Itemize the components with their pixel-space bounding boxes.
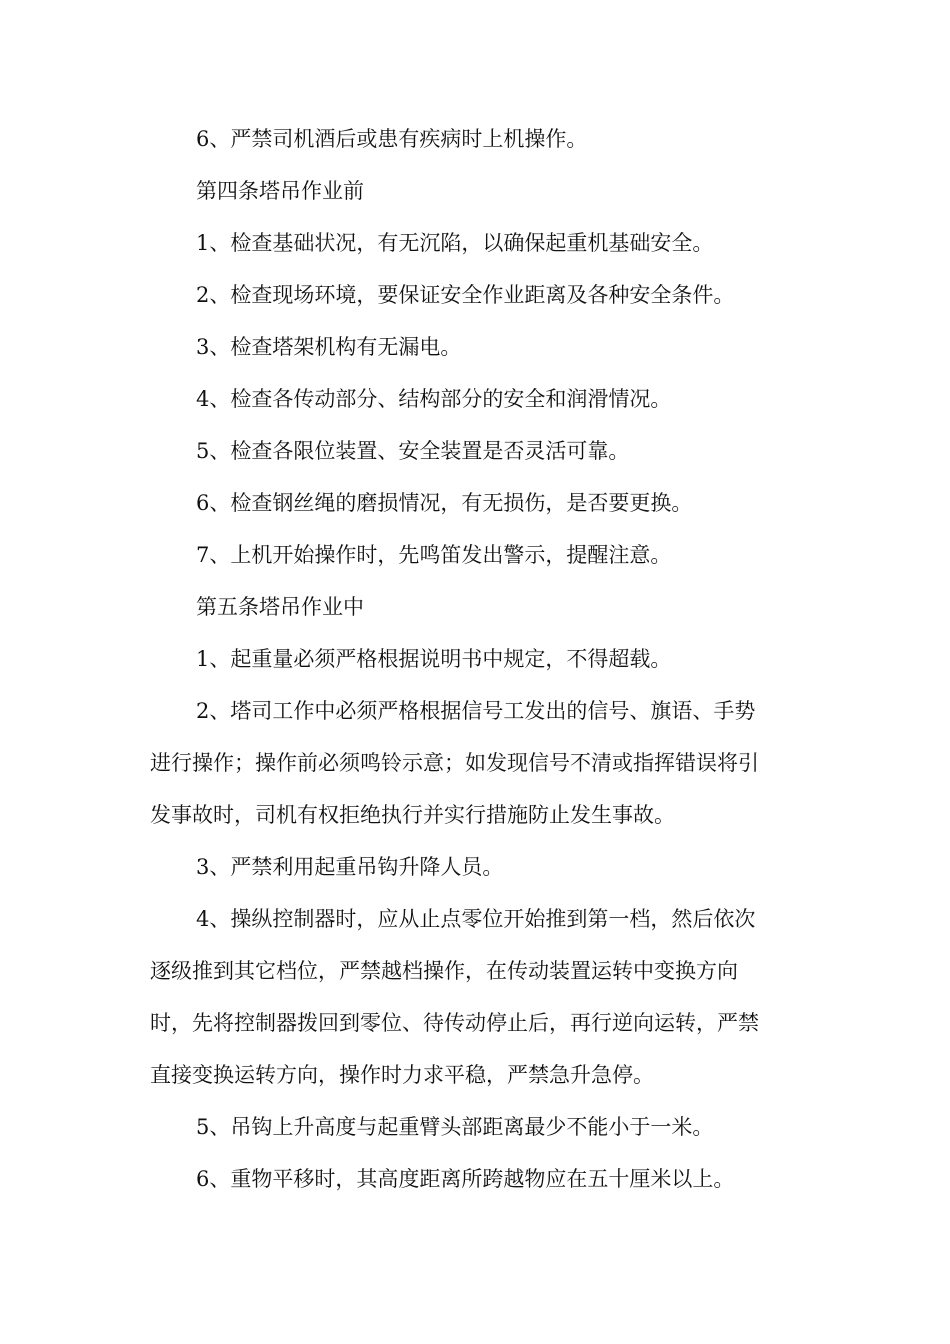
operation-item-2-line-3: 发事故时，司机有权拒绝执行并实行措施防止发生事故。 (150, 803, 675, 827)
check-item-2: 2、检查现场环境，要保证安全作业距离及各种安全条件。 (196, 283, 735, 307)
check-item-3: 3、检查塔架机构有无漏电。 (196, 335, 462, 359)
operation-item-4-line-3: 时，先将控制器拨回到零位、待传动停止后，再行逆向运转，严禁 (150, 1011, 759, 1035)
check-item-6: 6、检查钢丝绳的磨损情况，有无损伤，是否要更换。 (196, 491, 693, 515)
item-6-no-drinking: 6、严禁司机酒后或患有疾病时上机操作。 (196, 127, 588, 151)
section-5-heading: 第五条塔吊作业中 (196, 595, 364, 619)
document-body (150, 113, 800, 1205)
operation-item-5: 5、吊钩上升高度与起重臂头部距离最少不能小于一米。 (196, 1115, 714, 1139)
operation-item-4-line-1: 4、操纵控制器时，应从止点零位开始推到第一档，然后依次 (196, 907, 756, 931)
check-item-5: 5、检查各限位装置、安全装置是否灵活可靠。 (196, 439, 630, 463)
operation-item-4-line-4: 直接变换运转方向，操作时力求平稳，严禁急升急停。 (150, 1063, 654, 1087)
check-item-4: 4、检查各传动部分、结构部分的安全和润滑情况。 (196, 387, 672, 411)
operation-item-3: 3、严禁利用起重吊钩升降人员。 (196, 855, 504, 879)
section-4-heading: 第四条塔吊作业前 (196, 179, 364, 203)
operation-item-2-line-1: 2、塔司工作中必须严格根据信号工发出的信号、旗语、手势 (196, 699, 756, 723)
operation-item-1: 1、起重量必须严格根据说明书中规定，不得超载。 (196, 647, 672, 671)
operation-item-6: 6、重物平移时，其高度距离所跨越物应在五十厘米以上。 (196, 1167, 735, 1191)
operation-item-2-line-2: 进行操作；操作前必须鸣铃示意；如发现信号不清或指挥错误将引 (150, 751, 759, 775)
operation-item-4-line-2: 逐级推到其它档位，严禁越档操作，在传动装置运转中变换方向 (150, 959, 738, 983)
check-item-7: 7、上机开始操作时，先鸣笛发出警示，提醒注意。 (196, 543, 672, 567)
check-item-1: 1、检查基础状况，有无沉陷，以确保起重机基础安全。 (196, 231, 714, 255)
